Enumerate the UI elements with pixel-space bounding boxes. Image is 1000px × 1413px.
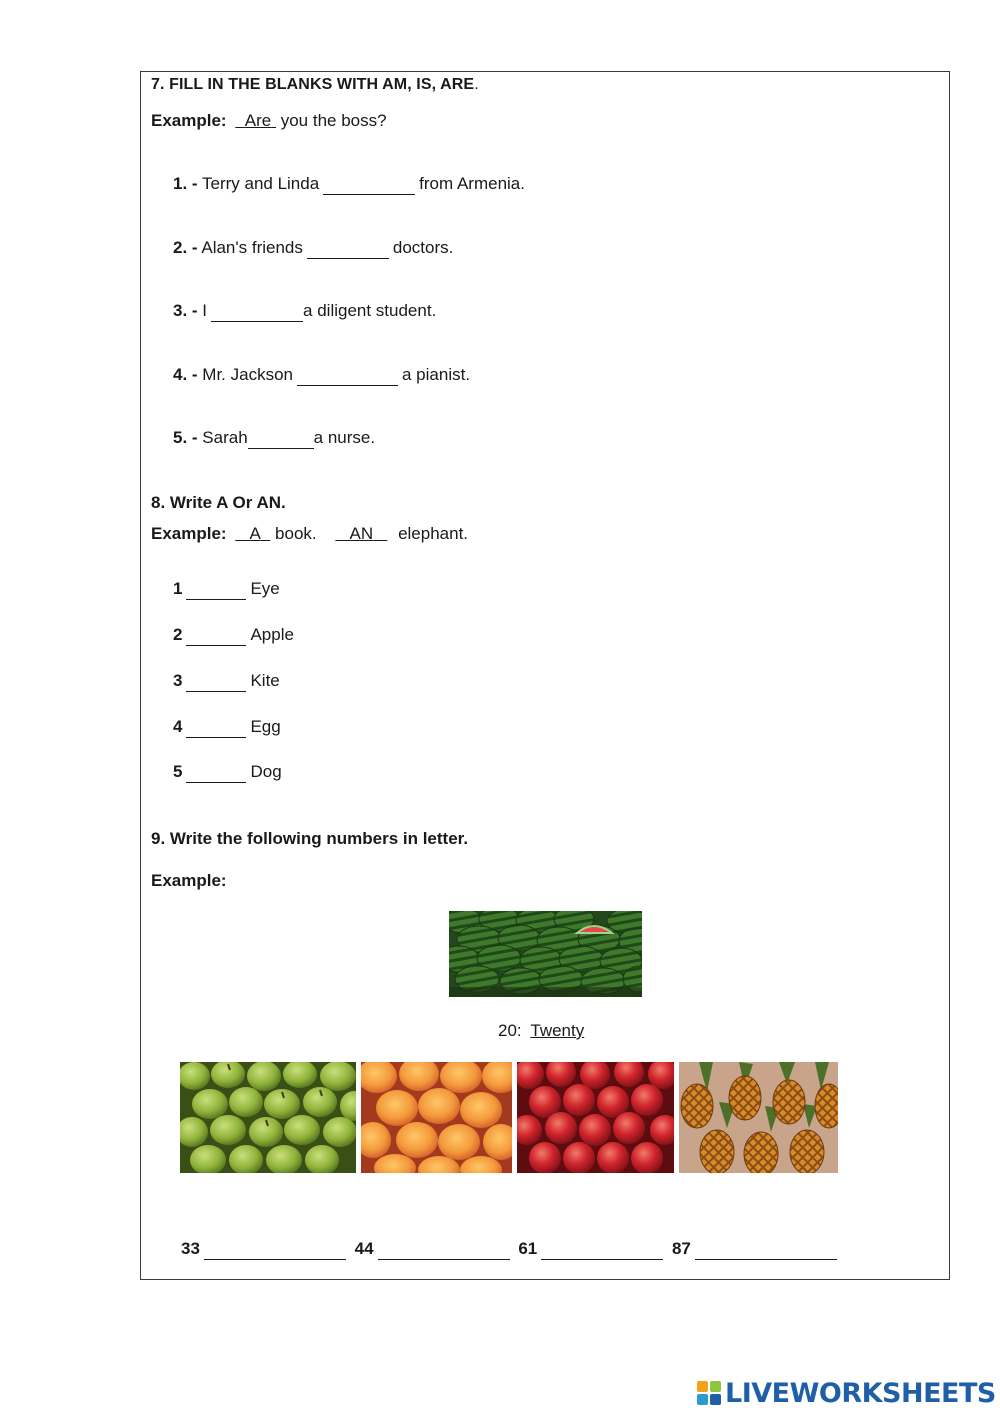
section-9-example-label: Example: xyxy=(151,871,227,890)
worksheet-frame xyxy=(140,71,950,1280)
answer-blank-8-2[interactable] xyxy=(186,627,246,646)
answer-blank-8-5[interactable] xyxy=(186,764,246,783)
pears-photo xyxy=(180,1062,356,1173)
section-7-item-5: 5. - Sarah a nurse. xyxy=(173,428,376,447)
answer-blank-7-5[interactable] xyxy=(248,430,314,449)
number-answer-61[interactable] xyxy=(541,1241,663,1260)
answer-blank-7-2[interactable] xyxy=(307,240,389,259)
example-sentence: you the boss? xyxy=(280,111,387,130)
answer-blank-8-3[interactable] xyxy=(186,673,246,692)
section-9-title: 9. Write the following numbers in letter. xyxy=(151,829,469,848)
answer-blank-7-4[interactable] xyxy=(297,367,398,386)
section-9-example-answer: 20: Twenty xyxy=(498,1021,585,1040)
section-7-item-4: 4. - Mr. Jackson a pianist. xyxy=(173,365,471,384)
section-8-item-3: 3 Kite xyxy=(173,671,280,690)
numbers-row: 33 44 61 87 xyxy=(181,1239,841,1260)
section-8-title: 8. Write A Or AN. xyxy=(151,493,286,512)
section-7-example xyxy=(151,111,387,131)
section-8-item-5: 5 Dog xyxy=(173,762,282,781)
watermelons-photo xyxy=(449,911,642,997)
section-7-item-2: 2. - Alan's friends doctors. xyxy=(173,238,454,257)
section-8-item-1: 1 Eye xyxy=(173,579,280,598)
section-8-item-2: 2 Apple xyxy=(173,625,294,644)
liveworksheets-logo[interactable]: LIVEWORKSHEETS xyxy=(697,1376,996,1410)
answer-blank-7-1[interactable] xyxy=(323,176,415,195)
liveworksheets-logo-icon xyxy=(697,1381,721,1405)
example-answer-a: A xyxy=(249,524,261,543)
answer-blank-8-4[interactable] xyxy=(186,719,246,738)
number-answer-33[interactable] xyxy=(204,1241,346,1260)
number-answer-44[interactable] xyxy=(378,1241,510,1260)
section-8-item-4: 4 Egg xyxy=(173,717,281,736)
answer-blank-8-1[interactable] xyxy=(186,581,246,600)
section-7-item-1: 1. - Terry and Linda from Armenia. xyxy=(173,174,525,193)
answer-blank-7-3[interactable] xyxy=(211,303,303,322)
section-7-item-3: 3. - I a diligent student. xyxy=(173,301,437,320)
number-answer-87[interactable] xyxy=(695,1241,837,1260)
example-label: Example: xyxy=(151,111,227,130)
pineapples-photo xyxy=(679,1062,838,1173)
apples-photo xyxy=(517,1062,674,1173)
peaches-photo xyxy=(361,1062,512,1173)
section-8-example: Example: A book. AN elephant. xyxy=(151,524,469,543)
example-answer-an: AN xyxy=(349,524,374,543)
example-answer: Are xyxy=(244,111,272,130)
section-7-title: 7. FILL IN THE BLANKS WITH AM, IS, ARE. xyxy=(151,76,479,93)
